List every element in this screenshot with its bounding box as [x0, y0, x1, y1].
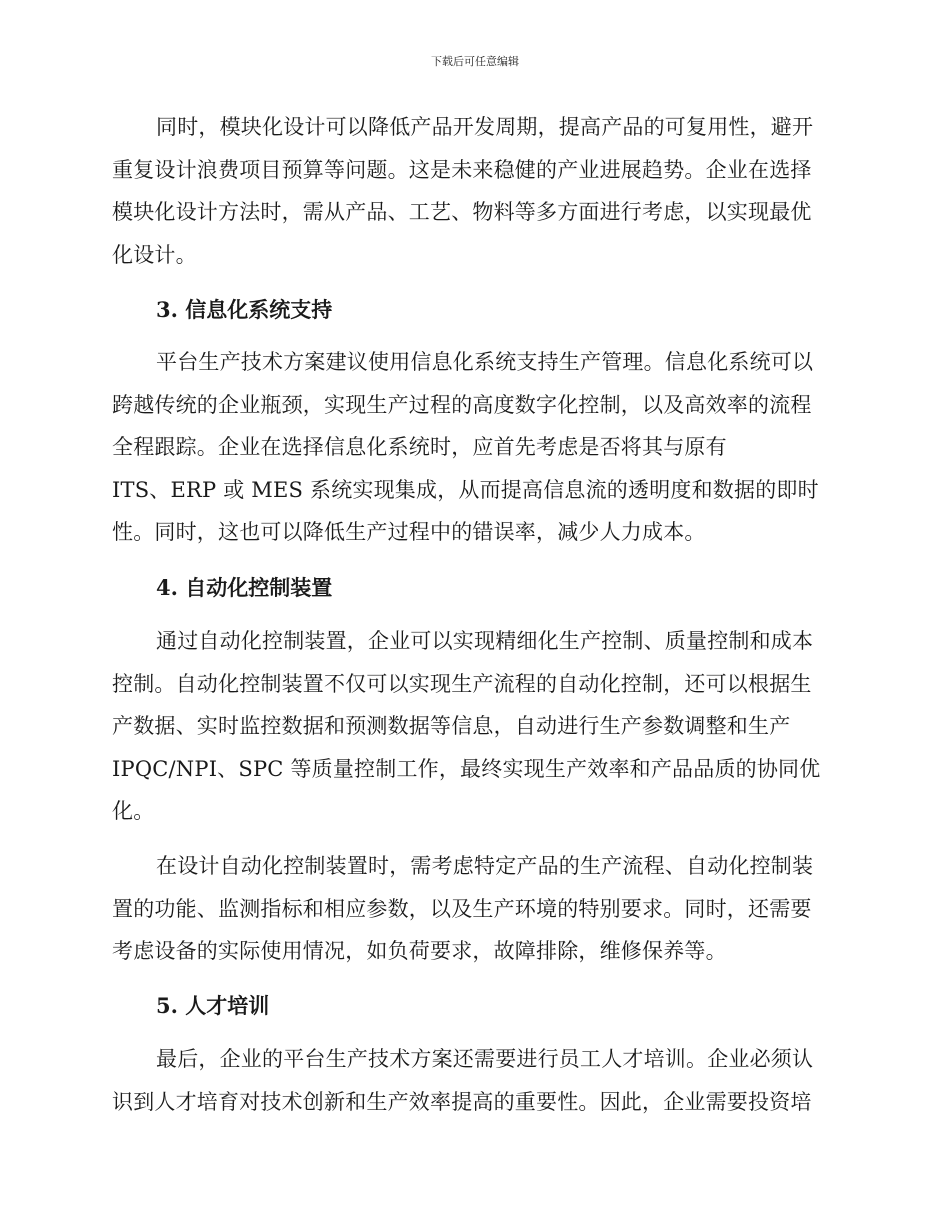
paragraph-modular-design — [112, 106, 830, 276]
paragraph-talent-training — [112, 1038, 830, 1123]
paragraph-line: 全程跟踪。企业在选择信息化系统时，应首先考虑是否将其与原有 — [112, 435, 727, 459]
paragraph-line: 识到人才培育对技术创新和生产效率提高的重要性。因此，企业需要投资培 — [112, 1089, 812, 1114]
paragraph-line: 控制。自动化控制装置不仅可以实现生产流程的自动化控制，还可以根据生 — [112, 671, 812, 696]
paragraph-line: 最后，企业的平台生产技术方案还需要进行员工人才培训。企业必须认 — [156, 1047, 814, 1071]
paragraph-line: 性。同时，这也可以降低生产过程中的错误率，减少人力成本。 — [112, 520, 706, 544]
paragraph-line: 在设计自动化控制装置时，需考虑特定产品的生产流程、自动化控制装 — [156, 854, 814, 878]
paragraph-line: 平台生产技术方案建议使用信息化系统支持生产管理。信息化系统可以 — [156, 350, 814, 374]
paragraph-line: 模块化设计方法时，需从产品、工艺、物料等多方面进行考虑，以实现最优 — [112, 200, 812, 224]
page-header: 下载后可任意编辑 — [431, 55, 519, 68]
paragraph-automation-design — [112, 845, 830, 973]
paragraph-automation-control — [112, 620, 830, 833]
paragraph-line: 考虑设备的实际使用情况，如负荷要求，故障排除，维修保养等。 — [112, 939, 727, 963]
paragraph-line: ITS、ERP 或 MES 系统实现集成，从而提高信息流的透明度和数据的即时 — [112, 477, 819, 502]
paragraph-line: 重复设计浪费项目预算等问题。这是未来稳健的产业进展趋势。企业在选择 — [112, 157, 812, 182]
section-heading-5: 5. 人才培训 — [156, 993, 270, 1018]
paragraph-information-system — [112, 341, 830, 554]
paragraph-line: IPQC/NPI、SPC 等质量控制工作，最终实现生产效率和产品品质的协同优 — [112, 756, 821, 781]
paragraph-line: 通过自动化控制装置，企业可以实现精细化生产控制、质量控制和成本 — [156, 629, 814, 653]
paragraph-line: 化。 — [112, 799, 155, 823]
paragraph-line: 跨越传统的企业瓶颈，实现生产过程的高度数字化控制，以及高效率的流程 — [112, 392, 812, 417]
paragraph-line: 化设计。 — [112, 242, 197, 267]
section-heading-3: 3. 信息化系统支持 — [156, 297, 333, 322]
section-heading-4: 4. 自动化控制装置 — [156, 575, 333, 600]
paragraph-line: 同时，模块化设计可以降低产品开发周期，提高产品的可复用性，避开 — [156, 115, 814, 139]
paragraph-line: 置的功能、监测指标和相应参数，以及生产环境的特别要求。同时，还需要 — [112, 896, 812, 921]
paragraph-line: 产数据、实时监控数据和预测数据等信息，自动进行生产参数调整和生产 — [112, 714, 791, 738]
